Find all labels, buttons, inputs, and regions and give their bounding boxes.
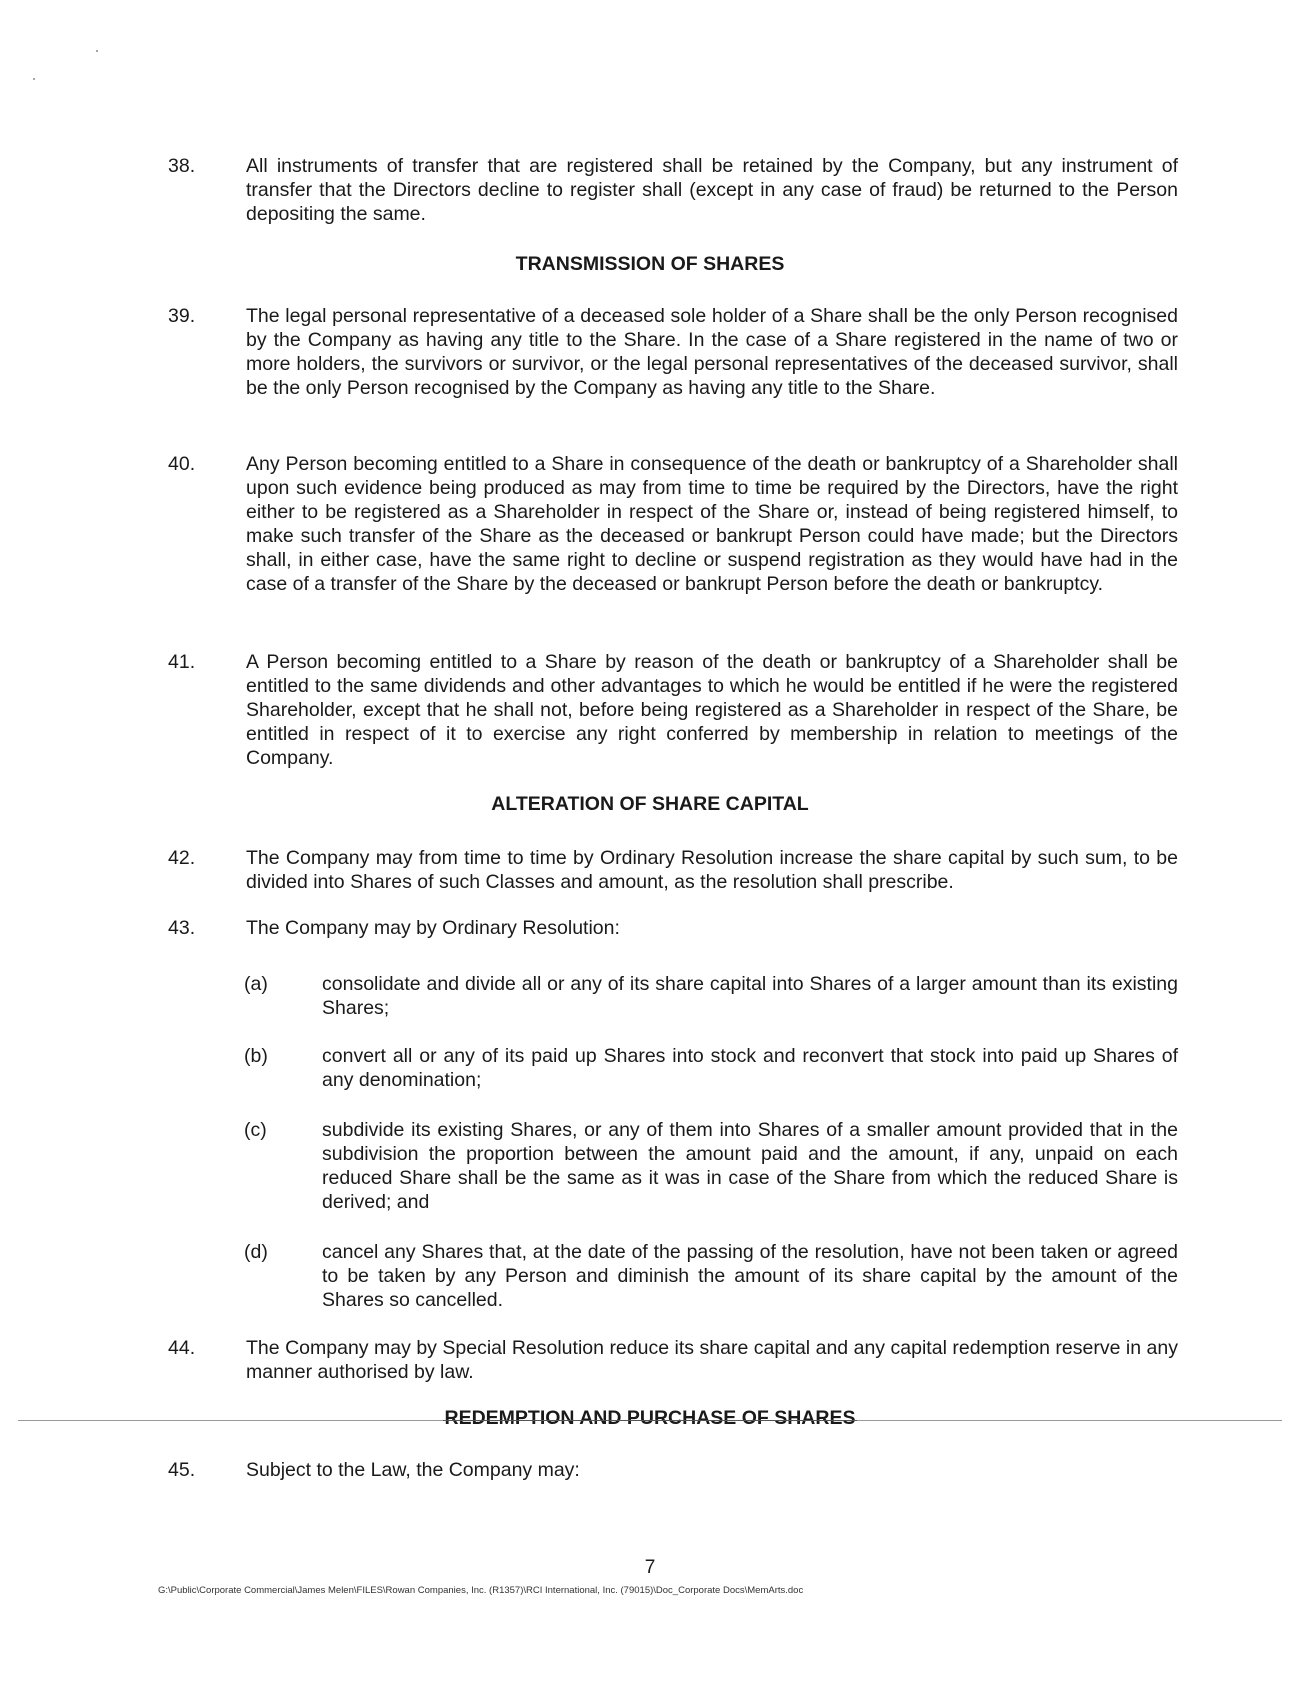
- clause-43: [168, 916, 1178, 940]
- clause-42: [168, 846, 1178, 894]
- scan-speck: [33, 78, 35, 80]
- clause-44: [168, 1336, 1178, 1384]
- clause-number: 42.: [168, 847, 196, 869]
- clause-number: 45.: [168, 1459, 196, 1481]
- clause-text: The Company may by Special Resolution reduce its share capital and any capital redemption reserve in any manner authorised by law.: [246, 1337, 1178, 1383]
- clause-text: The Company may by Ordinary Resolution:: [246, 917, 620, 939]
- clause-number: 39.: [168, 305, 196, 327]
- heading-alteration-of-share-capital: ALTERATION OF SHARE CAPITAL: [491, 793, 809, 815]
- clause-number: 41.: [168, 651, 196, 673]
- clause-number: 43.: [168, 917, 196, 939]
- sub-item-text: convert all or any of its paid up Shares into stock and reconvert that stock into paid up Shares of any denomination;: [322, 1045, 1178, 1091]
- footer-file-path: G:\Public\Corporate Commercial\James Melen\FILES\Rowan Companies, Inc. (R1357)\RCI International, Inc. (79015)\Doc_Corporate Docs\MemArts.doc: [158, 1585, 804, 1596]
- page-number: 7: [644, 1557, 656, 1578]
- sub-item-text: cancel any Shares that, at the date of the passing of the resolution, have not been taken or agreed to be taken by any Person and diminish the amount of its share capital by the amount of the Shares so cancelled.: [322, 1241, 1178, 1311]
- heading-text: REDEMPTION AND PURCHASE OF SHARES: [444, 1407, 856, 1429]
- clause-39: [168, 304, 1178, 400]
- clause-text: The legal personal representative of a deceased sole holder of a Share shall be the only Person recognised by the Company as having any title to the Share. In the case of a Share registered in the name of two or more holders, the survivors or survivor, or the legal personal representatives of the deceased survivor, shall be the only Person recognised by the Company as having any title to the Share.: [246, 305, 1178, 399]
- clause-number: 44.: [168, 1337, 196, 1359]
- clause-41: [168, 650, 1178, 770]
- clause-38: [168, 154, 1178, 226]
- clause-text: A Person becoming entitled to a Share by reason of the death or bankruptcy of a Shareholder shall be entitled to the same dividends and other advantages to which he would be entitled if he were the registered Shareholder, except that he shall not, before being registered as a Shareholder in respect of the Share, be entitled in respect of it to exercise any right conferred by membership in relation to meetings of the Company.: [246, 651, 1178, 769]
- sub-item-text: subdivide its existing Shares, or any of them into Shares of a smaller amount provided that in the subdivision the proportion between the amount paid and the amount, if any, unpaid on each reduced Share shall be the same as it was in case of the Share from which the reduced Share is derived; and: [322, 1119, 1178, 1213]
- sub-item-d: [244, 1240, 1178, 1312]
- scan-speck: [96, 50, 98, 52]
- clause-40: [168, 452, 1178, 596]
- sub-item-letter: (d): [244, 1241, 268, 1263]
- sub-item-b: [244, 1044, 1178, 1092]
- clause-number: 38.: [168, 155, 196, 177]
- clause-text: Any Person becoming entitled to a Share in consequence of the death or bankruptcy of a Shareholder shall upon such evidence being produced as may from time to time be required by the Directors, have the right either to be registered as a Shareholder in respect of the Share or, instead of being registered himself, to make such transfer of the Share as the deceased or bankrupt Person could have made; but the Directors shall, in either case, have the same right to decline or suspend registration as they would have had in the case of a transfer of the Share by the deceased or bankrupt Person before the death or bankruptcy.: [246, 453, 1178, 595]
- clause-text: All instruments of transfer that are registered shall be retained by the Company, but any instrument of transfer that the Directors decline to register shall (except in any case of fraud) be returned to the Person depositing the same.: [246, 155, 1178, 225]
- sub-item-a: [244, 972, 1178, 1020]
- sub-item-letter: (c): [244, 1119, 267, 1141]
- sub-item-letter: (b): [244, 1045, 268, 1067]
- heading-transmission-of-shares: TRANSMISSION OF SHARES: [515, 253, 785, 275]
- sub-item-letter: (a): [244, 973, 268, 995]
- sub-item-c: [244, 1118, 1178, 1214]
- sub-item-text: consolidate and divide all or any of its share capital into Shares of a larger amount than its existing Shares;: [322, 973, 1178, 1019]
- clause-number: 40.: [168, 453, 196, 475]
- heading-redemption-and-purchase-of-shares: [0, 1406, 1300, 1430]
- clause-45: [168, 1458, 1178, 1482]
- clause-text: Subject to the Law, the Company may:: [246, 1459, 580, 1481]
- clause-text: The Company may from time to time by Ordinary Resolution increase the share capital by such sum, to be divided into Shares of such Classes and amount, as the resolution shall prescribe.: [246, 847, 1178, 893]
